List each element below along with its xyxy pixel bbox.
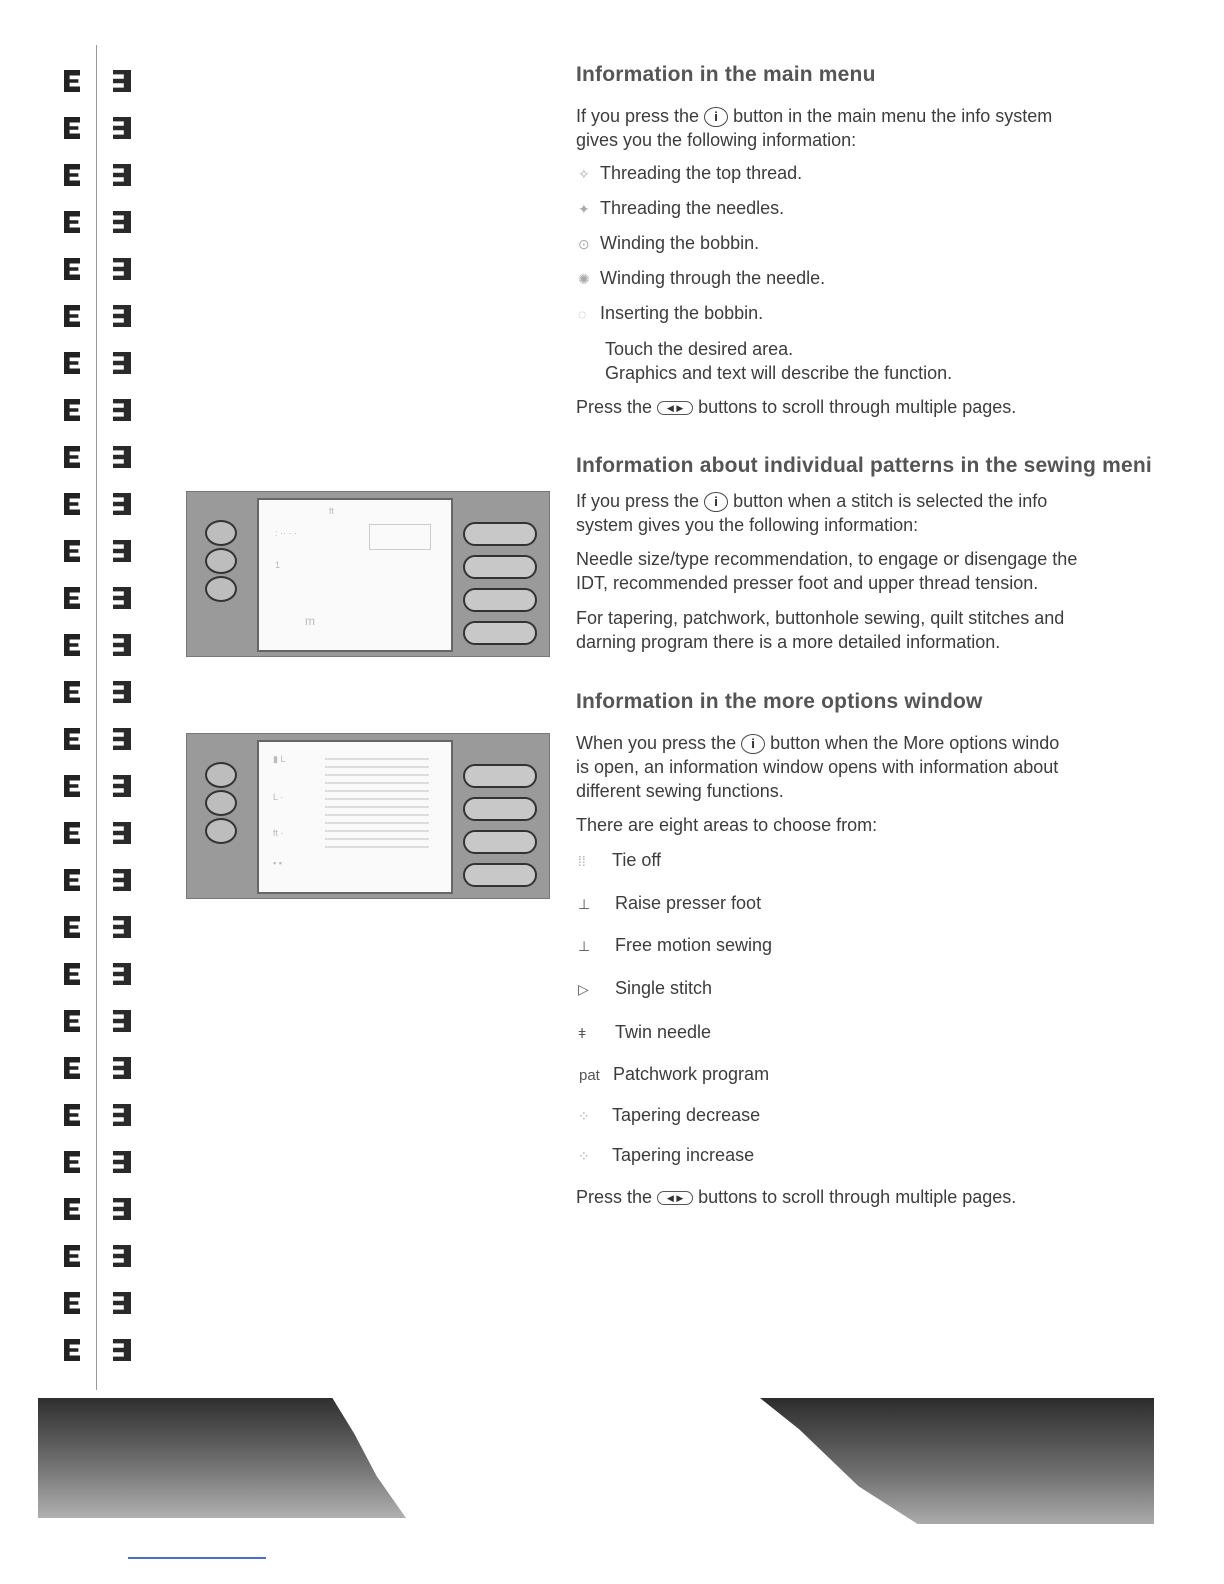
list-item: ◌ Inserting the bobbin.	[578, 303, 764, 323]
thread-needles-icon: ✦	[578, 201, 590, 217]
section2-para2: For tapering, patchwork, buttonhole sewing, quilt stitches and darning program there is a more detailed information.	[576, 608, 1065, 652]
sewing-menu-screen-illustration: ft : ·· · · 1 m	[186, 491, 550, 657]
list-item: ✧ Threading the top thread.	[578, 163, 803, 183]
list-item: pat Patchwork program	[579, 1064, 770, 1084]
list-item: ⁘ Tapering increase	[578, 1145, 755, 1165]
section-title: Information in the main menu	[576, 63, 876, 86]
more-options-screen-illustration: ▮ L L · ft · ▪ ▪	[186, 733, 550, 899]
scroll-buttons-icon: ◀ ▶	[657, 1191, 693, 1205]
list-item: ⁞⁞ Tie off	[578, 850, 662, 870]
section-more-options	[576, 690, 1176, 714]
section3-intro: When you press the i button when the More options windo is open, an information window opens with information about different sewing functions.	[576, 733, 1060, 801]
list-item: ✦ Threading the needles.	[578, 198, 785, 218]
list-item: ⊙ Winding the bobbin.	[578, 233, 760, 253]
presser-foot-icon: ⊥	[578, 896, 591, 912]
info-button-icon: i	[704, 492, 728, 512]
free-motion-icon: ⊥	[578, 938, 591, 954]
twin-needle-icon: ǂ	[578, 1025, 587, 1041]
list-item: ▷ Single stitch	[578, 978, 713, 998]
binding-tabs	[58, 60, 148, 1376]
scroll-note: Press the ◀ ▶ buttons to scroll through multiple pages.	[576, 1187, 1017, 1207]
areas-intro: There are eight areas to choose from:	[576, 815, 878, 835]
list-item: ⊥ Raise presser foot	[578, 893, 762, 913]
patchwork-icon: pat	[579, 1067, 600, 1084]
list-item: ⁘ Tapering decrease	[578, 1105, 761, 1125]
tie-off-icon: ⁞⁞	[578, 853, 586, 869]
scan-mark	[128, 1557, 266, 1559]
bobbin-insert-icon: ◌	[578, 306, 587, 322]
note: Touch the desired area. Graphics and text will describe the function.	[605, 339, 953, 383]
taper-decrease-icon: ⁘	[578, 1108, 590, 1124]
wind-needle-icon: ✺	[578, 271, 590, 287]
single-stitch-icon: ▷	[578, 981, 589, 997]
list-item: ⊥ Free motion sewing	[578, 935, 773, 955]
scan-edge-left	[38, 1398, 406, 1518]
list-item: ✺ Winding through the needle.	[578, 268, 826, 288]
scan-edge-right	[760, 1398, 1154, 1524]
section-main-menu	[576, 63, 1176, 87]
scroll-buttons-icon: ◀ ▶	[657, 401, 693, 415]
section2-para1: Needle size/type recommendation, to engage or disengage the IDT, recommended presser foot and upper thread tension.	[576, 549, 1078, 593]
list-item: ǂ Twin needle	[578, 1022, 712, 1042]
info-button-icon: i	[741, 734, 765, 754]
bobbin-wind-icon: ⊙	[578, 236, 590, 252]
section2-intro: If you press the i button when a stitch is selected the info system gives you the following information:	[576, 491, 1048, 535]
scroll-note: Press the ◀ ▶ buttons to scroll through multiple pages.	[576, 397, 1017, 417]
taper-increase-icon: ⁘	[578, 1148, 590, 1164]
info-button-icon: i	[704, 107, 728, 127]
section-sewing-menu	[576, 454, 1172, 478]
thread-top-icon: ✧	[578, 166, 590, 182]
section-title: Information in the more options window	[576, 690, 983, 713]
section1-intro: If you press the i button in the main menu the info system gives you the following information:	[576, 106, 1053, 150]
section-title: Information about individual patterns in the sewing meni	[576, 454, 1152, 477]
